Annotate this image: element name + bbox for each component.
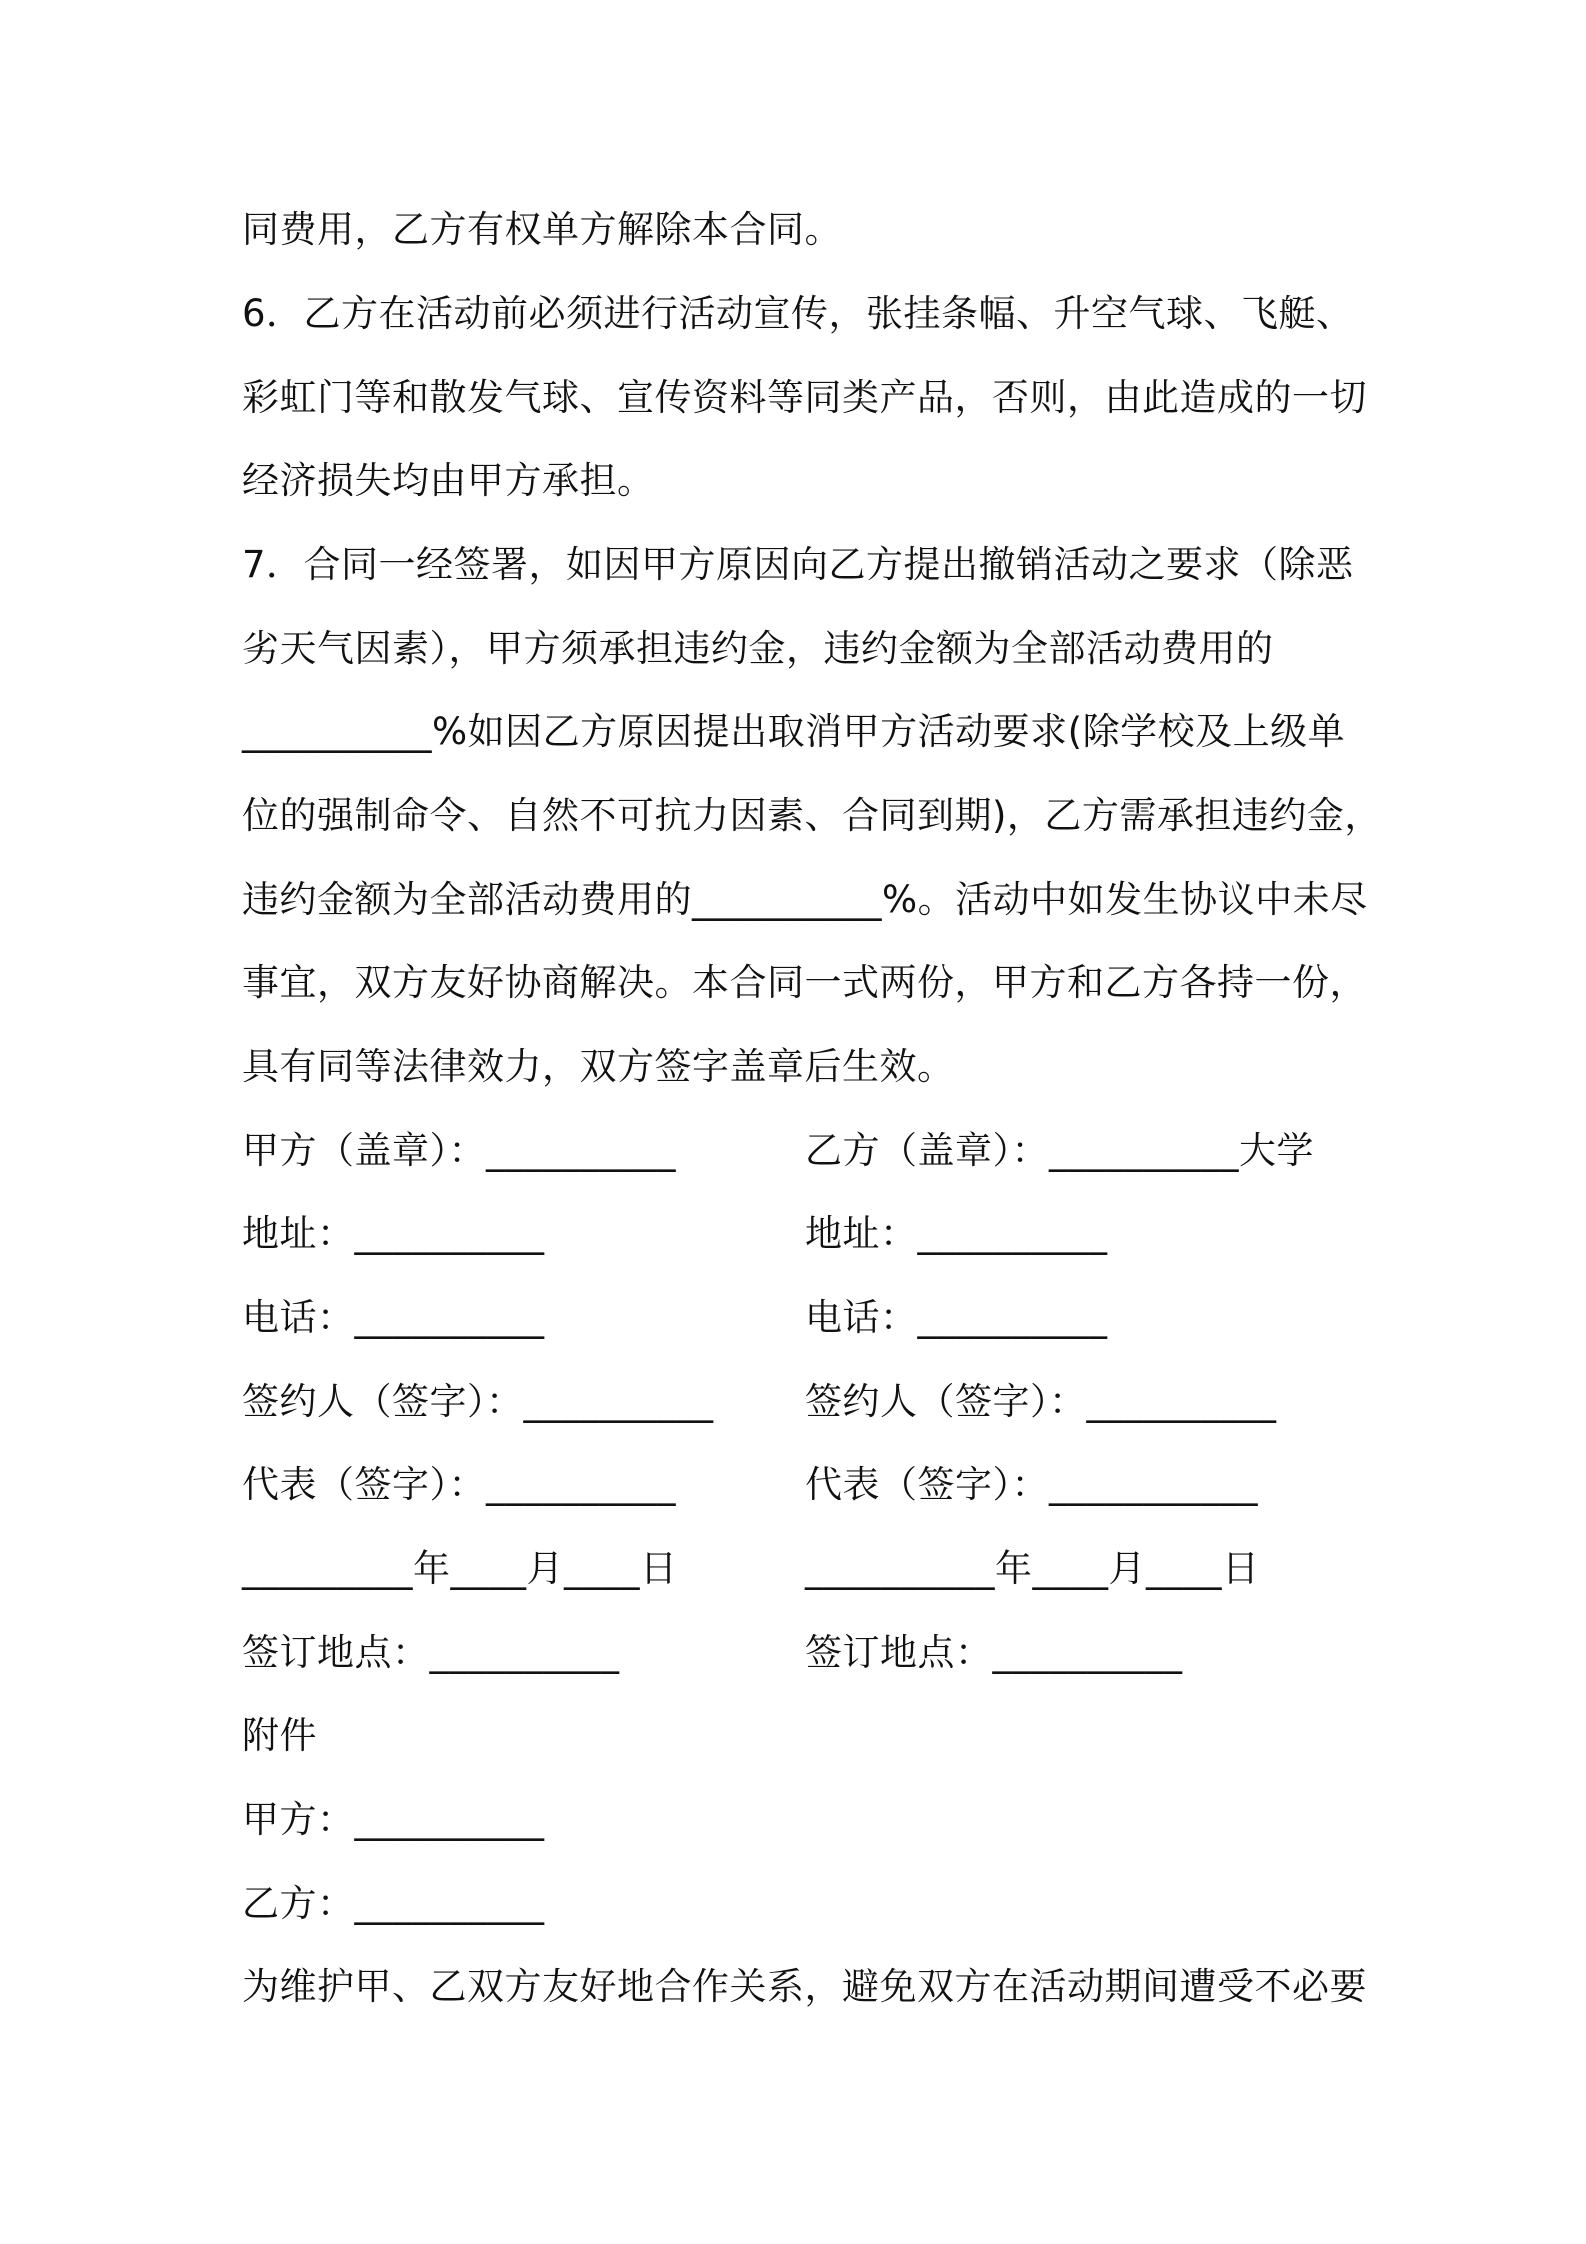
attachment-intro: 为维护甲、乙双方友好地合作关系，避免双方在活动期间遭受不必要 bbox=[242, 1965, 1367, 2008]
party-a-phone: 电话：__________ bbox=[242, 1296, 545, 1339]
party-a-seal: 甲方（盖章）：__________ bbox=[242, 1129, 676, 1172]
party-b-address: 地址：__________ bbox=[805, 1212, 1108, 1255]
party-a-address: 地址：__________ bbox=[242, 1212, 545, 1255]
party-a-representative: 代表（签字）：__________ bbox=[242, 1463, 676, 1506]
paragraph-7-line-3: __________%如因乙方原因提出取消甲方活动要求(除学校及上级单 bbox=[242, 710, 1346, 753]
party-b-phone: 电话：__________ bbox=[805, 1296, 1108, 1339]
party-b-representative: 代表（签字）：___________ bbox=[805, 1463, 1258, 1506]
paragraph-7-line-5: 违约金额为全部活动费用的__________%。活动中如发生协议中未尽 bbox=[242, 878, 1368, 921]
party-a-signer: 签约人（签字）：__________ bbox=[242, 1380, 714, 1423]
paragraph-7-line-6: 事宜，双方友好协商解决。本合同一式两份，甲方和乙方各持一份， bbox=[242, 961, 1367, 1004]
attachment-party-b: 乙方：__________ bbox=[242, 1882, 545, 1925]
party-b-seal: 乙方（盖章）：__________大学 bbox=[805, 1129, 1314, 1172]
paragraph-6-line-2: 彩虹门等和散发气球、宣传资料等同类产品，否则，由此造成的一切 bbox=[242, 376, 1367, 419]
attachment-heading: 附件 bbox=[242, 1714, 317, 1757]
paragraph-7-line-1: 7．合同一经签署，如因甲方原因向乙方提出撤销活动之要求（除恶 bbox=[242, 543, 1354, 586]
paragraph-6-line-1: 6．乙方在活动前必须进行活动宣传，张挂条幅、升空气球、飞艇、 bbox=[242, 292, 1354, 335]
paragraph-7-line-2: 劣天气因素），甲方须承担违约金，违约金额为全部活动费用的 bbox=[242, 627, 1274, 670]
attachment-party-a: 甲方：__________ bbox=[242, 1798, 545, 1841]
paragraph-7-line-4: 位的强制命令、自然不可抗力因素、合同到期)，乙方需承担违约金， bbox=[242, 794, 1382, 837]
paragraph-6-line-3: 经济损失均由甲方承担。 bbox=[242, 459, 655, 502]
paragraph-5-tail: 同费用，乙方有权单方解除本合同。 bbox=[242, 208, 842, 251]
party-b-signer: 签约人（签字）：__________ bbox=[805, 1380, 1277, 1423]
paragraph-7-line-7: 具有同等法律效力，双方签字盖章后生效。 bbox=[242, 1045, 955, 1088]
party-a-date: _________年____月____日 bbox=[242, 1547, 678, 1590]
party-b-place: 签订地点：__________ bbox=[805, 1631, 1183, 1674]
party-b-date: __________年____月____日 bbox=[805, 1547, 1260, 1590]
party-a-place: 签订地点：__________ bbox=[242, 1631, 620, 1674]
